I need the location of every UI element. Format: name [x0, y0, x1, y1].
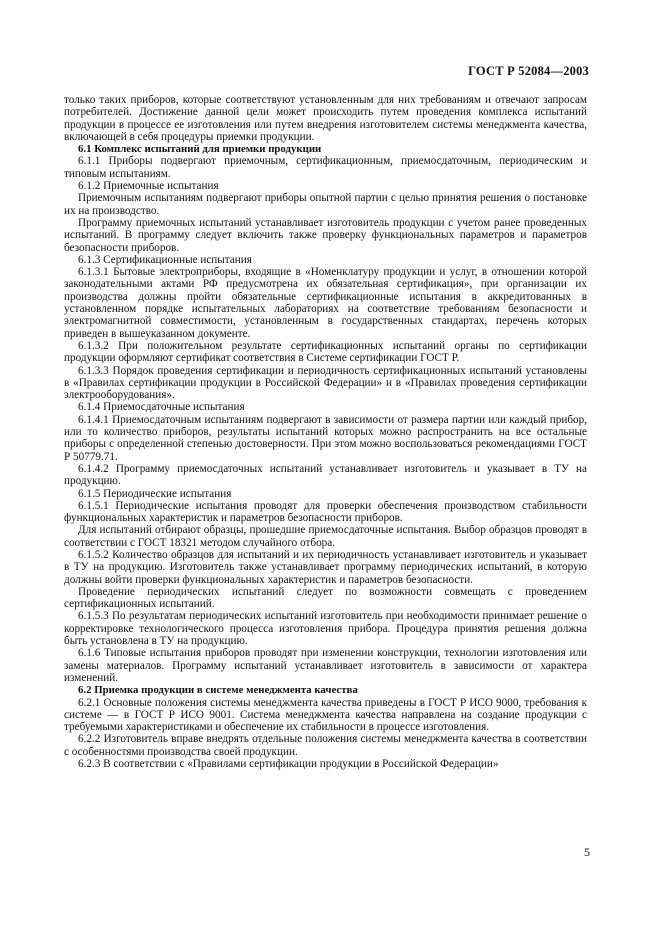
paragraph-6-2-1: 6.2.1 Основные положения системы менеджмента качества приведены в ГОСТ Р ИСО 9000, требования к системе — в ГОСТ Р ИСО 9001. Система менеджмента качества направлена на создание продукции с требуемыми характеристиками и обеспечение их стабильности в процессе изготовления. [64, 696, 587, 734]
section-heading-6-1: 6.1 Комплекс испытаний для приемки продукции [78, 143, 322, 156]
paragraph-6-1-3-1: 6.1.3.1 Бытовые электроприборы, входящие в «Номенклатуру продукции и услуг, в отношении которой законодательными актами РФ предусмотрена их обязательная сертификация», при организации их производства должны пройти обязательные сертификационные испытания в аккредитованных в установленном порядке испытательных лабораториях на соответствие требованиям безопасности и электромагнитной совместимости, установленным в государственных стандартах, перечень которых приведен в вышеуказанном документе. [64, 266, 587, 340]
paragraph: Для испытаний отбирают образцы, прошедшие приемосдаточные испытания. Выбор образцов проводят в соответствии с ГОСТ 18321 методом случайного отбора. [64, 524, 587, 549]
paragraph: Программу приемочных испытаний устанавливает изготовитель продукции с учетом ранее проведенных испытаний. В программу следует включить также проверку функциональных параметров и параметров безопасности приборов. [64, 216, 587, 254]
page-number: 5 [584, 845, 590, 859]
paragraph-6-1-4-2: 6.1.4.2 Программу приемосдаточных испытаний устанавливает изготовитель и указывает в ТУ на продукцию. [64, 462, 587, 488]
section-heading-6-2: 6.2 Приемка продукции в системе менеджмента качества [78, 684, 358, 697]
subheading-6-1-4: 6.1.4 Приемосдаточные испытания [78, 401, 245, 414]
paragraph-intro-continuation: только таких приборов, которые соответствуют установленным для них требованиям и отвечают запросам потребителей. Достижение данной цели может происходить путем проведения комплекса испытаний продукции в процессе ее изготовления или путем внедрения изготовителем системы менеджмента качества, включающей в себя процедуры приемки продукции. [64, 94, 587, 143]
paragraph-6-1-5-1: 6.1.5.1 Периодические испытания проводят для проверки обеспечения производством стабильности функциональных характеристик и параметров безопасности приборов. [64, 499, 587, 525]
paragraph-6-1-1: 6.1.1 Приборы подвергают приемочным, сертификационным, приемосдаточным, периодическим и типовым испытаниям. [64, 155, 587, 180]
paragraph-6-1-3-2: 6.1.3.2 При положительном результате сертификационных испытаний органы по сертификации продукции оформляют сертификат соответствия в Системе сертификации ГОСТ Р. [64, 339, 587, 365]
document-id-header: ГОСТ Р 52084—2003 [468, 64, 589, 78]
subheading-6-1-3: 6.1.3 Сертификационные испытания [78, 253, 252, 266]
paragraph-6-2-2: 6.2.2 Изготовитель вправе внедрять отдельные положения системы менеджмента качества в соответствии с особенностями производства своей продукции. [64, 733, 587, 758]
paragraph-6-1-4-1: 6.1.4.1 Приемосдаточным испытаниям подвергают в зависимости от размера партии или каждый прибор, или то количество приборов, результаты испытаний которых можно распространить на все остальные приборы с определенной степенью достоверности. При этом можно воспользоваться рекомендациями ГОСТ Р 50779.71. [64, 413, 587, 463]
subheading-6-1-2: 6.1.2 Приемочные испытания [78, 180, 219, 193]
paragraph: Проведение периодических испытаний следует по возможности совмещать с проведением сертификационных испытаний. [64, 585, 587, 611]
paragraph-6-1-5-3: 6.1.5.3 По результатам периодических испытаний изготовитель при необходимости принимает решение о корректировке технологического процесса изготовления прибора. Процедура принятия решения должна быть установлена в ТУ на продукцию. [64, 610, 587, 648]
paragraph-6-2-3: 6.2.3 В соответствии с «Правилами сертификации продукции в Российской Федерации» [78, 758, 499, 771]
paragraph-6-1-3-3: 6.1.3.3 Порядок проведения сертификации и периодичность сертификационных испытаний установлены в «Правилах сертификации продукции в Российской Федерации» и в «Правилах проведения сертификации электрооборудования». [64, 364, 587, 402]
document-body [64, 94, 587, 770]
paragraph-6-1-5-2: 6.1.5.2 Количество образцов для испытаний и их периодичность устанавливает изготовитель и указывает в ТУ на продукцию. Изготовитель также устанавливает программу периодических испытаний, в которую должны войти проверки функциональных характеристик и параметров безопасности. [64, 548, 587, 586]
subheading-6-1-5: 6.1.5 Периодические испытания [78, 487, 232, 500]
paragraph-6-1-6: 6.1.6 Типовые испытания приборов проводят при изменении конструкции, технологии изготовления или замены материалов. Программу испытаний устанавливает изготовитель в зависимости от характера изменений. [64, 647, 587, 684]
paragraph: Приемочным испытаниям подвергают приборы опытной партии с целью принятия решения о постановке их на производство. [64, 192, 587, 217]
